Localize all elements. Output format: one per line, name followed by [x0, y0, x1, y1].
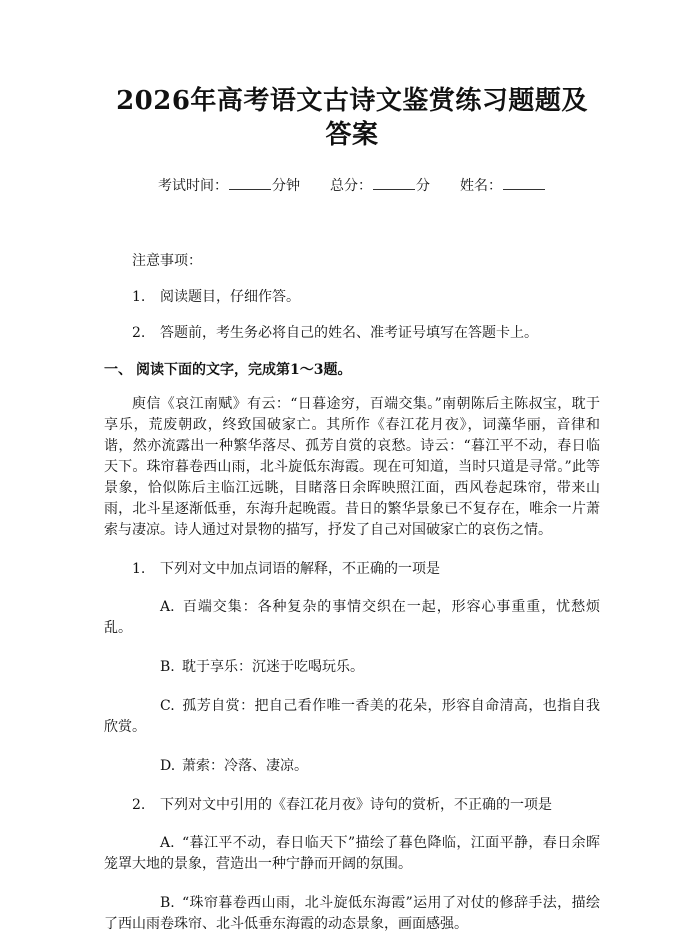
total-score-unit: 分: [416, 178, 430, 194]
answer-option[interactable]: [104, 657, 600, 678]
section-number: 一、: [104, 362, 132, 378]
name-label: 姓名：: [460, 178, 502, 194]
answer-option[interactable]: [104, 696, 600, 738]
exam-time-blank[interactable]: [229, 175, 271, 190]
notice-title: 注意事项：: [132, 253, 202, 269]
total-score-field: [330, 175, 430, 196]
answer-option[interactable]: [104, 597, 600, 639]
exam-meta-line: [104, 175, 600, 196]
total-score-label: 总分：: [330, 178, 372, 194]
question-number: 1.: [132, 561, 146, 577]
exam-time-label: 考试时间：: [158, 178, 228, 194]
answer-option[interactable]: [104, 833, 600, 875]
exam-time-unit: 分钟: [272, 178, 300, 194]
reading-passage: 庾信《哀江南赋》有云：“日暮途穷，百端交集。”南朝陈后主陈叔宝，耽于享乐，荒废朝政，终致国破家亡。其所作《春江花月夜》，词藻华丽，音律和谐，然亦流露出一种繁华落尽、孤芳自赏的哀愁。诗云：“暮江平不动，春日临天下。珠帘暮卷西山雨，北斗旋低东海霞。现在可知道，当时只道是寻常。”此等景象，恰似陈后主临江远眺，目睹落日余晖映照江面，西风卷起珠帘，带来山雨，北斗星逐渐低垂，东海升起晚霞。昔日的繁华景象已不复存在，唯余一片萧索与凄凉。诗人通过对景物的描写，抒发了自己对国破家亡的哀伤之情。: [104, 396, 600, 538]
option-text: 百端交集：各种复杂的事情交织在一起，形容心事重重，忧愁烦乱。: [104, 599, 600, 636]
name-field: [460, 175, 546, 196]
name-blank[interactable]: [503, 175, 545, 190]
question-number: 2.: [132, 797, 146, 813]
option-text: 萧索：冷落、凄凉。: [182, 758, 308, 774]
option-letter: B.: [160, 895, 175, 911]
notice-item-text: 阅读题目，仔细作答。: [160, 289, 300, 305]
option-text: “珠帘暮卷西山雨，北斗旋低东海霞”运用了对仗的修辞手法，描绘了西山雨卷珠帘、北斗低垂东海霞的动态景象，画面感强。: [104, 895, 600, 932]
exam-time-field: [158, 175, 300, 196]
notice-item-text: 答题前，考生务必将自己的姓名、准考证号填写在答题卡上。: [160, 325, 538, 341]
answer-option[interactable]: [104, 893, 600, 935]
question-stem: [132, 559, 600, 579]
option-text: 耽于享乐：沉迷于吃喝玩乐。: [182, 659, 364, 675]
total-score-blank[interactable]: [373, 175, 415, 190]
option-letter: A.: [160, 599, 175, 615]
notice-item-number: 1.: [132, 289, 146, 305]
notice-item: [132, 287, 600, 307]
answer-option[interactable]: [104, 756, 600, 777]
notice-item: [132, 323, 600, 343]
section-heading-text: 阅读下面的文字，完成第1～3题。: [136, 362, 352, 378]
option-text: “暮江平不动，春日临天下”描绘了暮色降临，江面平静，春日余晖笼罩大地的景象，营造出一种宁静而开阔的氛围。: [104, 835, 600, 872]
document-title: 2026年高考语文古诗文鉴赏练习题题及答案: [116, 86, 588, 150]
question-text: 下列对文中加点词语的解释，不正确的一项是: [160, 561, 440, 577]
question-text: 下列对文中引用的《春江花月夜》诗句的赏析，不正确的一项是: [160, 797, 552, 813]
section-heading: [104, 360, 600, 380]
question-stem: [132, 795, 600, 815]
notice-item-number: 2.: [132, 325, 146, 341]
option-letter: A.: [160, 835, 175, 851]
option-letter: D.: [160, 758, 176, 774]
option-letter: B.: [160, 659, 175, 675]
option-letter: C.: [160, 698, 175, 714]
option-text: 孤芳自赏：把自己看作唯一香美的花朵，形容自命清高，也指自我欣赏。: [104, 698, 600, 735]
